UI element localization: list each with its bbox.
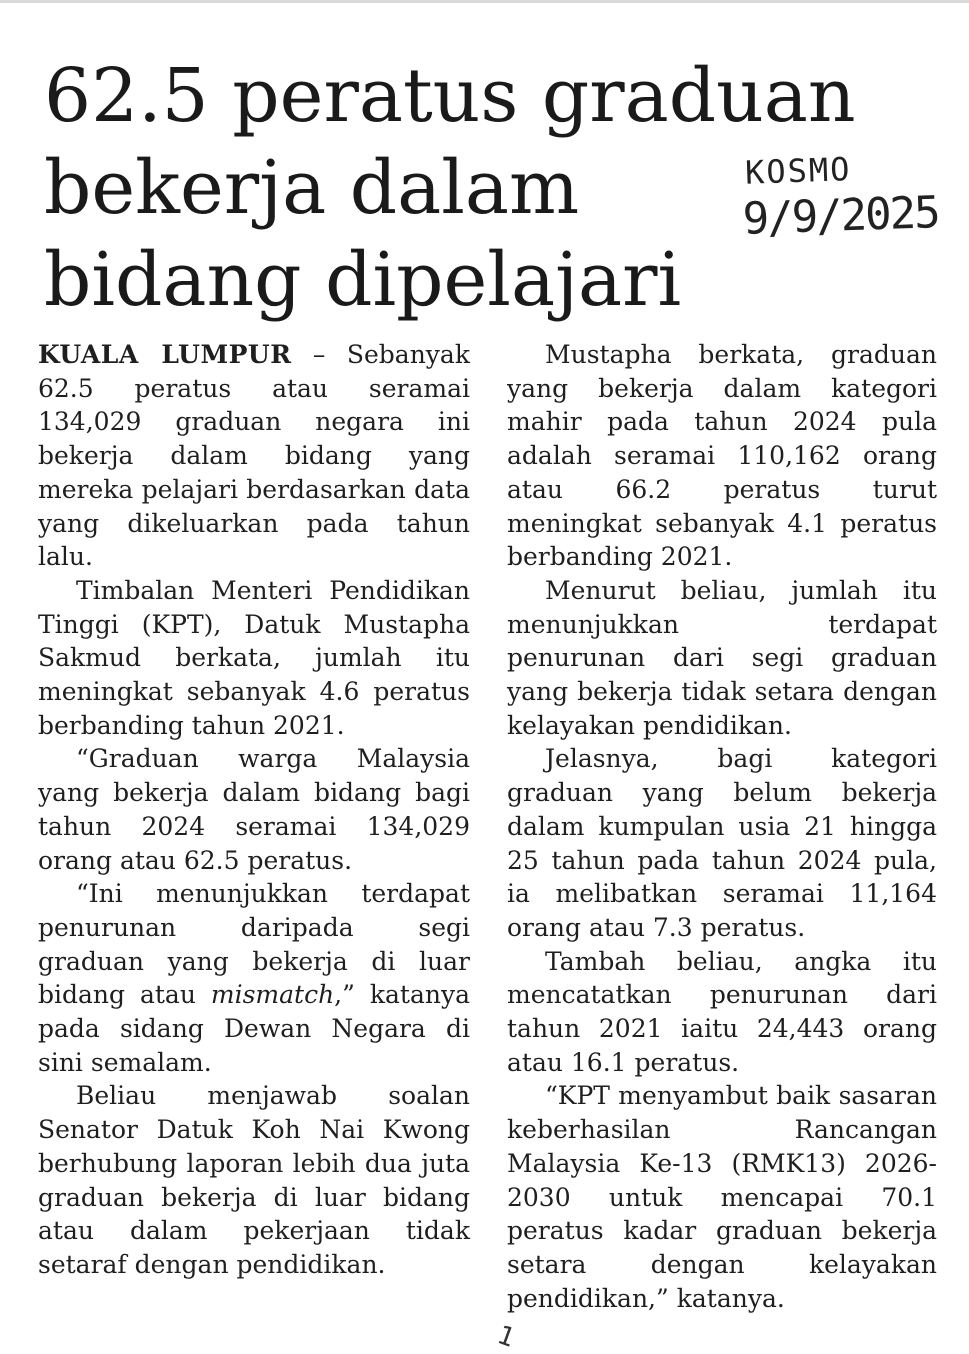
article-paragraph: KUALA LUMPUR – Sebanyak 62.5 peratus atau seramai 134,029 graduan negara ini bekerja dalam bidang yang mereka pelajari berdasarkan data yang dikeluarkan pada tahun lalu. bbox=[38, 340, 470, 572]
paragraph-text: ,” katanya pada sidang Dewan Negara di sini semalam. bbox=[38, 980, 470, 1077]
top-rule bbox=[0, 0, 969, 3]
article-paragraph: Mustapha berkata, graduan yang bekerja dalam kategori mahir pada tahun 2024 pula adalah seramai 110,162 orang atau 66.2 peratus turut meningkat sebanyak 4.1 peratus berbanding 2021. bbox=[507, 340, 937, 572]
paragraph-text: “Ini menunjukkan terdapat penurunan daripada segi graduan yang bekerja di luar bidang atau bbox=[38, 879, 470, 1010]
dateline: KUALA LUMPUR bbox=[38, 340, 292, 369]
headline-line-3: bidang dipelajari bbox=[44, 237, 682, 323]
paragraph-text: Sebanyak 62.5 peratus atau seramai 134,029 graduan negara ini bekerja dalam bidang yang mereka pelajari berdasarkan data yang dikeluarkan pada tahun lalu. bbox=[38, 340, 470, 572]
article-paragraph: Tambah beliau, angka itu mencatatkan penurunan dari tahun 2021 iaitu 24,443 orang atau 16.1 peratus. bbox=[507, 946, 937, 1077]
handwritten-date: 9/9/2025 bbox=[741, 187, 940, 245]
article-paragraph: Menurut beliau, jumlah itu menunjukkan terdapat penurunan dari segi graduan yang bekerja tidak setara dengan kelayakan pendidikan. bbox=[507, 575, 937, 740]
handwritten-source: KOSMO bbox=[744, 150, 853, 192]
page-mark: 1 bbox=[493, 1320, 520, 1354]
article-paragraph: Timbalan Menteri Pendidikan Tinggi (KPT), Datuk Mustapha Sakmud berkata, jumlah itu meningkat sebanyak 4.6 peratus berbanding tahun 2021. bbox=[38, 575, 470, 740]
article-column-left bbox=[38, 338, 470, 1282]
italic-term: mismatch bbox=[210, 980, 335, 1010]
article-paragraph: “KPT menyambut baik sasaran keberhasilan Rancangan Malaysia Ke-13 (RMK13) 2026-2030 untuk mencapai 70.1 peratus kadar graduan bekerja setara dengan kelayakan pendidikan,” katanya. bbox=[507, 1081, 937, 1313]
handwritten-note bbox=[740, 146, 963, 245]
article-paragraph: “Graduan warga Malaysia yang bekerja dalam bidang bagi tahun 2024 seramai 134,029 orang atau 62.5 peratus. bbox=[38, 744, 470, 875]
article-paragraph bbox=[38, 877, 470, 1079]
article-paragraph: Jelasnya, bagi kategori graduan yang belum bekerja dalam kumpulan usia 21 hingga 25 tahun pada tahun 2024 pula, ia melibatkan seramai 11,164 orang atau 7.3 peratus. bbox=[507, 744, 937, 942]
article-column-right bbox=[507, 338, 937, 1315]
article-paragraph: Beliau menjawab soalan Senator Datuk Koh Nai Kwong berhubung laporan lebih dua juta graduan bekerja di luar bidang atau dalam pekerjaan tidak setaraf dengan pendidikan. bbox=[38, 1081, 470, 1279]
headline-line-1: 62.5 peratus graduan bbox=[44, 53, 856, 139]
headline-line-2: bekerja dalam bbox=[44, 145, 580, 231]
